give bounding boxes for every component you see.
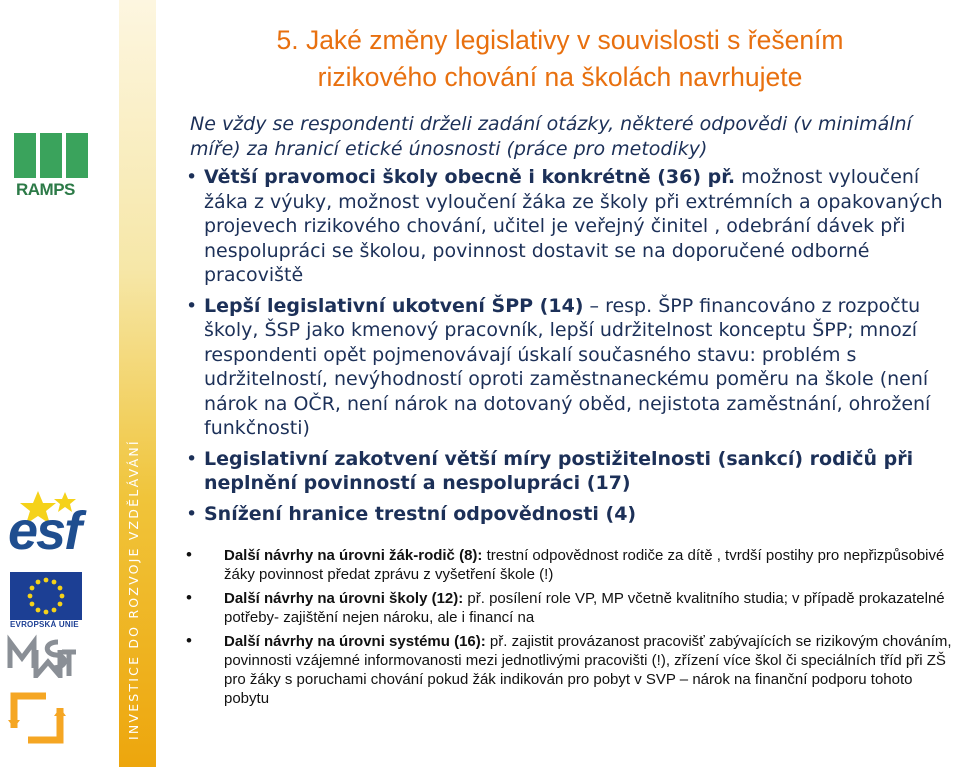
ramps-logo-bar bbox=[40, 133, 62, 178]
bullet-bold: Legislativní zakotvení větší míry postižitelnosti (sankcí) rodičů při neplnění povinností a nespolupráci (17) bbox=[204, 447, 914, 494]
sidebar bbox=[0, 0, 128, 767]
ramps-logo-text: RAMPS bbox=[16, 180, 75, 199]
bullet-item bbox=[180, 294, 955, 441]
sub-bullet-item bbox=[180, 589, 955, 627]
bullet-text: možnost vyloučení žáka z výuky, možnost vyloučení žáka ze školy při extrémních a opakovaných projevech rizikového chování, učitel je veřejný činitel , odebrání dávek při nespolupráci se školou, povinnost dostavit se na doporučené odborné pracoviště bbox=[204, 166, 943, 286]
sub-bullet-bold: Další návrhy na úrovni systému (16): bbox=[224, 633, 486, 650]
bullet-item bbox=[180, 447, 955, 496]
bullet-bold: Snížení hranice trestní odpovědnosti (4) bbox=[204, 502, 637, 525]
bullet-text: – resp. ŠPP financováno z rozpočtu školy, ŠSP jako kmenový pracovník, lepší udržitelnost konceptu ŠPP; mnozí respondenti opět pojmenovávají úskalí současného stavu: problém s udržitelností, nevýhodností oproti zaměstnaneckému poměru na škole (není nárok na OČR, není nárok na dotovaný oběd, nejistota zaměstnání, ohrožení funkčnosti) bbox=[204, 294, 931, 439]
sub-bullet-list bbox=[180, 546, 955, 708]
ramps-logo bbox=[14, 133, 94, 203]
bullet-bold: Lepší legislativní ukotvení ŠPP (14) bbox=[204, 294, 584, 317]
sub-bullet-item bbox=[180, 632, 955, 708]
op-vk-logo-icon bbox=[8, 688, 66, 748]
sub-bullet-text: př. posílení role VP, MP včetně kvalitního studia; v případě prokazatelné potřeby- zajištění nejen nároku, ale i financí na bbox=[224, 590, 945, 626]
esf-logo: esf bbox=[8, 501, 81, 561]
eu-flag-icon bbox=[10, 572, 82, 620]
msmt-logo-icon bbox=[6, 634, 78, 678]
sub-bullet-bold: Další návrhy na úrovni žák-rodič (8): bbox=[224, 547, 483, 564]
bullet-item bbox=[180, 165, 955, 288]
bullet-bold: Větší pravomoci školy obecně i konkrétně (36) př. bbox=[204, 166, 736, 188]
intro-text: Ne vždy se respondenti drželi zadání otázky, některé odpovědi (v minimální míře) za hranicí etické únosnosti (práce pro metodiky) bbox=[190, 113, 912, 160]
ramps-logo-bar bbox=[66, 133, 88, 178]
ramps-logo-bar bbox=[14, 133, 36, 178]
bullet-item bbox=[180, 502, 955, 527]
eu-label: EVROPSKÁ UNIE bbox=[10, 620, 79, 629]
page-title: 5. Jaké změny legislativy v souvislosti s řešením rizikového chování na školách navrhujete bbox=[276, 25, 844, 92]
bullet-list bbox=[180, 165, 955, 526]
sub-bullet-item bbox=[180, 546, 955, 584]
vertical-text: INVESTICE DO ROZVOJE VZDĚLÁVÁNÍ bbox=[126, 439, 141, 740]
sub-bullet-text: př. zajistit provázanost pracovišť zabývajících se rizikovým chováním, povinnosti vzájemné informovanosti mezi jednotlivými pracovišti (!), zřízení více škol či speciálních tříd při ZŠ pro žáky s poruchami chování pokud žák indikován pro pobyt v SVP – nárok na finanční podporu tohoto pobytu bbox=[224, 633, 952, 707]
sub-bullet-text: trestní odpovědnost rodiče za dítě , tvrdší postihy pro nepřizpůsobivé žáky povinnost předat zprávu z vyšetření škole (!) bbox=[224, 547, 945, 583]
content bbox=[180, 112, 955, 713]
sub-bullet-bold: Další návrhy na úrovni školy (12): bbox=[224, 590, 464, 607]
